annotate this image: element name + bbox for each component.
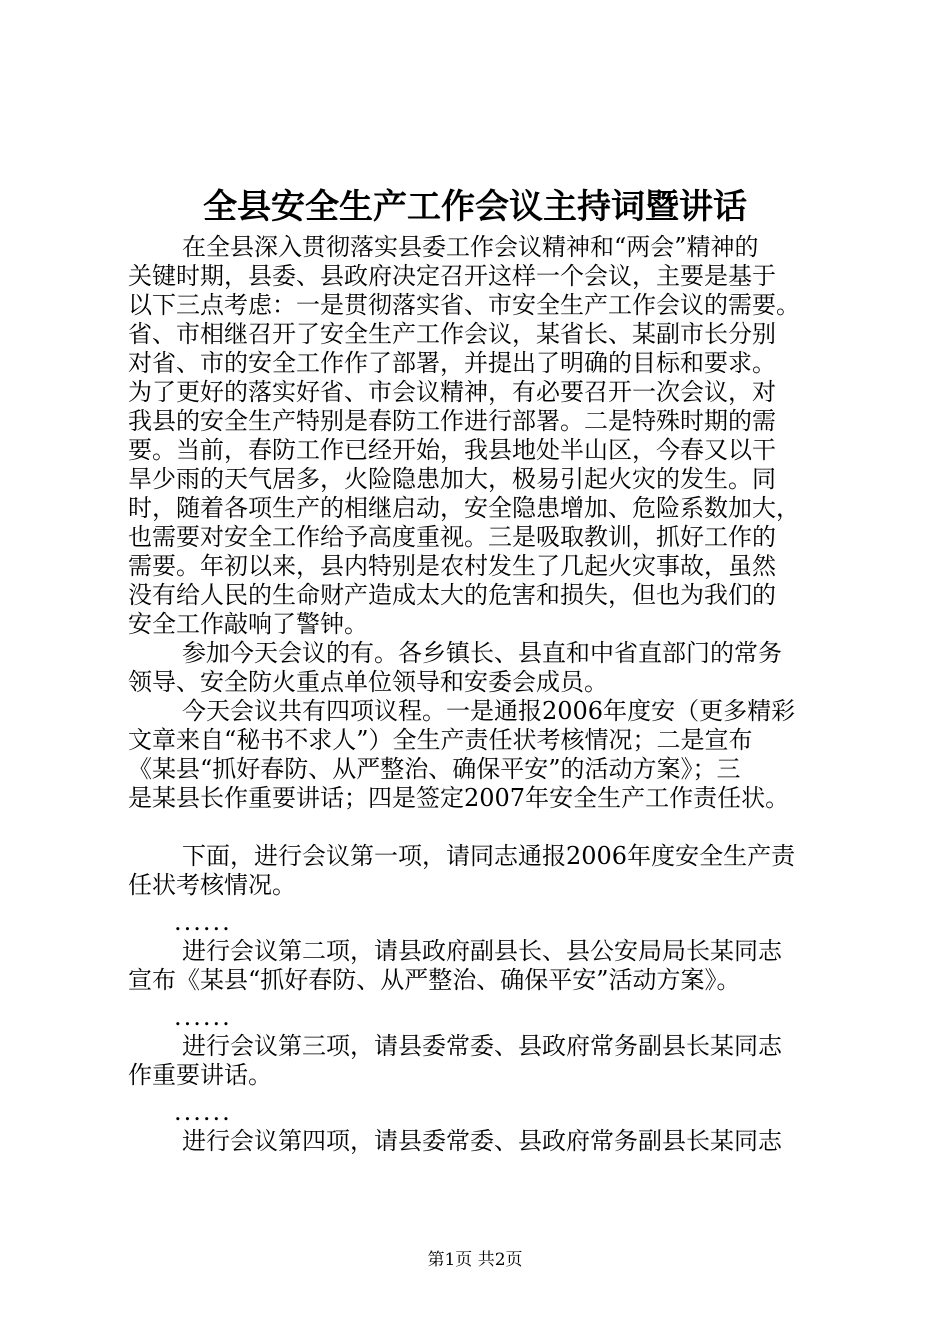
page-footer: 第1页 共2页 bbox=[427, 1250, 523, 1270]
paragraph-line: 以下三点考虑：一是贯彻落实省、市安全生产工作会议的需要。 bbox=[128, 291, 800, 319]
paragraph-line: 要。当前，春防工作已经开始，我县地处半山区，今春又以干 bbox=[128, 436, 776, 464]
paragraph-line: 关键时期，县委、县政府决定召开这样一个会议，主要是基于 bbox=[128, 262, 776, 290]
paragraph-line: 文章来自“秘书不求人”）全生产责任状考核情况；二是宣布 bbox=[128, 726, 753, 754]
paragraph-line: 需要。年初以来，县内特别是农村发生了几起火灾事故，虽然 bbox=[128, 552, 776, 580]
document-body bbox=[128, 233, 848, 1156]
paragraph-line: 下面，进行会议第一项，请同志通报2006年度安全生产责 bbox=[182, 842, 796, 870]
paragraph-line: 对省、市的安全工作作了部署，并提出了明确的目标和要求。 bbox=[128, 349, 776, 377]
paragraph-line: 安全工作敲响了警钟。 bbox=[128, 610, 368, 638]
ellipsis-line: ...... bbox=[174, 1003, 232, 1031]
paragraph-line: 进行会议第三项，请县委常委、县政府常务副县长某同志 bbox=[182, 1032, 782, 1060]
spacer bbox=[128, 900, 848, 908]
paragraph-line: 时，随着各项生产的相继启动，安全隐患增加、危险系数加大， bbox=[128, 494, 800, 522]
paragraph-line: 领导、安全防火重点单位领导和安委会成员。 bbox=[128, 668, 608, 696]
paragraph-line: 在全县深入贯彻落实县委工作会议精神和“两会”精神的 bbox=[182, 233, 759, 261]
paragraph-line: 今天会议共有四项议程。一是通报2006年度安（更多精彩 bbox=[182, 697, 796, 725]
paragraph-line: 也需要对安全工作给予高度重视。三是吸取教训，抓好工作的 bbox=[128, 523, 776, 551]
paragraph-line: 参加今天会议的有。各乡镇长、县直和中省直部门的常务 bbox=[182, 639, 782, 667]
paragraph-line: 没有给人民的生命财产造成太大的危害和损失，但也为我们的 bbox=[128, 581, 776, 609]
paragraph-line: 是某县长作重要讲话；四是签定2007年安全生产工作责任状。 bbox=[128, 784, 790, 812]
paragraph-line: 作重要讲话。 bbox=[128, 1061, 272, 1089]
paragraph-line: 进行会议第四项，请县委常委、县政府常务副县长某同志 bbox=[182, 1127, 782, 1155]
document-title: 全县安全生产工作会议主持词暨讲话 bbox=[203, 187, 747, 227]
paragraph-line: 进行会议第二项，请县政府副县长、县公安局局长某同志 bbox=[182, 937, 782, 965]
ellipsis-line: ...... bbox=[174, 1098, 232, 1126]
ellipsis-line: ...... bbox=[174, 908, 232, 936]
spacer bbox=[128, 1090, 848, 1098]
paragraph-line: 《某县“抓好春防、从严整治、确保平安”的活动方案》；三 bbox=[128, 755, 741, 783]
paragraph-line: 宣布《某县“抓好春防、从严整治、确保平安”活动方案》。 bbox=[128, 966, 741, 994]
paragraph-line: 我县的安全生产特别是春防工作进行部署。二是特殊时期的需 bbox=[128, 407, 776, 435]
blank-line bbox=[128, 813, 848, 842]
paragraph-line: 为了更好的落实好省、市会议精神，有必要召开一次会议，对 bbox=[128, 378, 776, 406]
spacer bbox=[128, 995, 848, 1003]
paragraph-line: 任状考核情况。 bbox=[128, 871, 296, 899]
paragraph-line: 省、市相继召开了安全生产工作会议，某省长、某副市长分别 bbox=[128, 320, 776, 348]
paragraph-line: 旱少雨的天气居多，火险隐患加大，极易引起火灾的发生。同 bbox=[128, 465, 776, 493]
